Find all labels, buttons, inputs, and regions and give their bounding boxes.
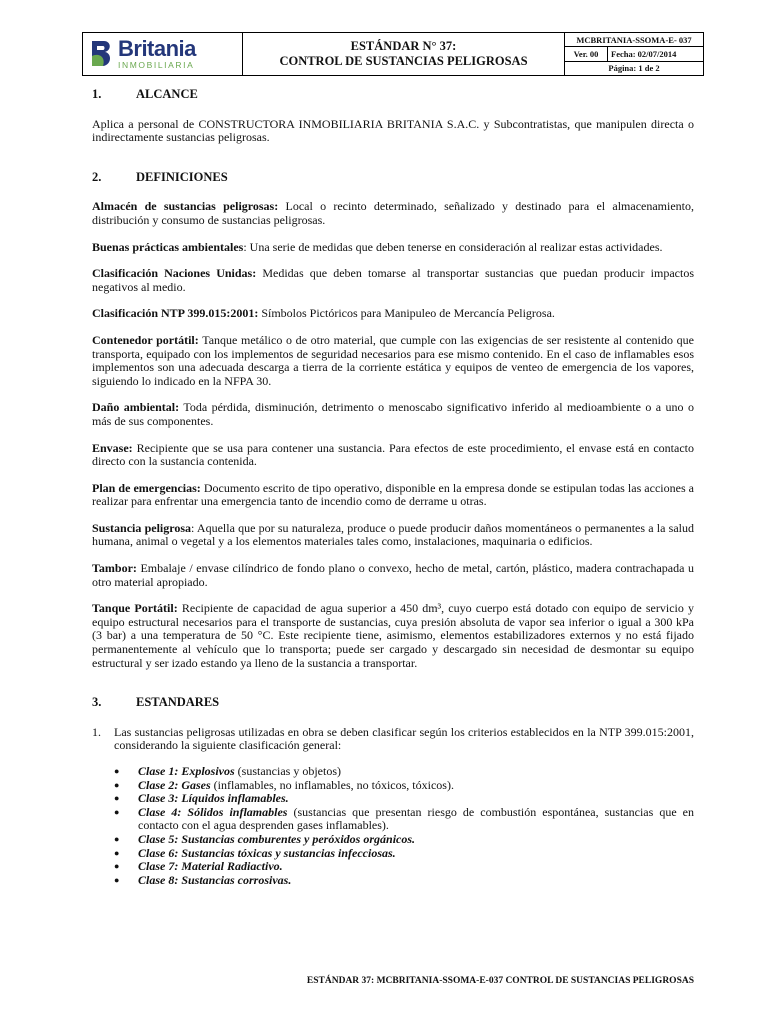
document-header (82, 32, 704, 76)
definition-term: Clasificación NTP 399.015:2001: (92, 306, 259, 321)
document-date: Fecha: 02/07/2014 (611, 48, 677, 59)
section-title: ALCANCE (136, 87, 198, 101)
logo-subtitle: INMOBILIARIA (118, 60, 195, 71)
definition-item (92, 602, 694, 670)
definition-text: : Aquella que por su naturaleza, produce o puede producir daños momentáneos o permanentes a la salud humana, animal o vegetal y a los elementos materiales tales como, instalaciones, maquinaria o edificios. (92, 520, 695, 549)
list-item (114, 860, 694, 874)
definition-term: Tambor: (92, 561, 137, 576)
definition-term: Clasificación Naciones Unidas: (92, 266, 257, 281)
bullet-icon: ● (114, 861, 120, 872)
definition-item (92, 307, 694, 321)
alcance-text: Aplica a personal de CONSTRUCTORA INMOBILIARIA BRITANIA S.A.C. y Subcontratistas, que manipulen directa o indirectamente sustancias peligrosas. (92, 116, 694, 145)
class-description: (sustancias que presentan riesgo de combustión espontánea, sustancias que en contacto con el agua desprenden gases inflamables). (138, 804, 695, 833)
section-heading-definiciones (92, 171, 694, 185)
standard-item-number: 1. (92, 724, 101, 739)
definition-term: Plan de emergencias: (92, 480, 201, 495)
definition-term: Tanque Portátil: (92, 601, 178, 616)
definition-item (92, 482, 694, 509)
bullet-icon: ● (114, 793, 120, 804)
class-name: Clase 1: Explosivos (138, 764, 235, 778)
definition-item (92, 522, 694, 549)
document-body (92, 88, 694, 887)
bullet-icon: ● (114, 806, 120, 817)
bullet-icon: ● (114, 874, 120, 885)
section-heading-estandares (92, 696, 694, 710)
definition-term: Contenedor portátil: (92, 332, 199, 347)
standard-item-text: Las sustancias peligrosas utilizadas en obra se deben clasificar según los criterios establecidos en la NTP 399.015:2001, considerando la siguiente clasificación general: (114, 724, 694, 753)
definition-term: Sustancia peligrosa (92, 520, 192, 535)
bullet-icon: ● (114, 766, 120, 776)
class-name: Clase 7: Material Radiactivo. (138, 859, 283, 874)
document-code: MCBRITANIA-SSOMA-E- 037 (565, 33, 703, 47)
class-name: Clase 2: Gases (138, 777, 211, 792)
list-item (114, 779, 694, 793)
list-item (114, 874, 694, 888)
class-name: Clase 6: Sustancias tóxicas y sustancias infecciosas. (138, 845, 396, 860)
definition-term: Envase: (92, 440, 133, 455)
definition-item (92, 267, 694, 294)
definition-item (92, 200, 694, 227)
definition-item (92, 442, 694, 469)
definition-text: Símbolos Pictóricos para Manipuleo de Mercancía Peligrosa. (258, 306, 555, 321)
definition-text: Tanque metálico o de otro material, que cumple con las exigencias de ser resistente al contenido que transporta, equipado con los implementos de seguridad necesarios para ese mismo contenido. En el caso de inflamables esos implementos son una adecuada descarga a tierra de la corriente estática y equipos de venteo de emergencia de los vapores, siguiendo lo indicado en la NFPA 30. (92, 332, 694, 388)
definition-item (92, 562, 694, 589)
definition-text: Local o recinto determinado, señalizado y destinado para el almacenamiento, distribución y consumo de sustancias peligrosas. (92, 199, 694, 227)
definition-term: Daño ambiental: (92, 400, 180, 415)
britania-logo-mark-icon (89, 39, 115, 69)
definition-text: Documento escrito de tipo operativo, disponible en la empresa donde se estipulan todas las acciones a realizar para enfrentar una emergencia tanto de incendio como de derrame u otras. (92, 480, 695, 509)
list-item (114, 792, 694, 806)
logo-cell (83, 33, 243, 75)
bullet-icon: ● (114, 847, 120, 858)
page-number: Página: 1 de 2 (608, 63, 660, 74)
section-number: 3. (92, 695, 102, 710)
definition-text: Medidas que deben tomarse al transportar sustancias que puedan producir impactos negativos al medio. (92, 266, 694, 294)
definition-item (92, 241, 694, 255)
page-footer: ESTÁNDAR 37: MCBRITANIA-SSOMA-E-037 CONTROL DE SUSTANCIAS PELIGROSAS (306, 976, 694, 986)
definition-text: Embalaje / envase cilíndrico de fondo plano o convexo, hecho de metal, cartón, plástico, madera contrachapada u otro material apropiado. (92, 561, 694, 589)
document-title (243, 33, 565, 75)
class-name: Clase 8: Sustancias corrosivas. (138, 872, 292, 887)
definition-item (92, 401, 694, 428)
class-description: (inflamables, no inflamables, no tóxicos, tóxicos). (210, 777, 454, 792)
definition-text: Toda pérdida, disminución, detrimento o menoscabo significativo inferido al medioambiente o a uno o más de sus componentes. (92, 400, 694, 428)
definition-text: Recipiente de capacidad de agua superior a 450 dm³, cuyo cuerpo está dotado con equipo de servicio y equipo estructural necesarios para el transporte de sustancias, cuya presión absoluta de vapor sea inferior o igual a 300 kPa (3 bar) a una temperatura de 50 °C. Este recipiente tiene, asimismo, elementos estabilizadores externos y no está fijado permanentemente al vehículo que lo transporta; puede ser cargado y descargado sin necesidad de desmontar su equipo estructural y ser izado estando ya lleno de la sustancia a transportar. (92, 601, 695, 670)
version-date-row (565, 47, 703, 61)
standard-item (92, 726, 694, 753)
definition-item (92, 334, 694, 388)
class-name: Clase 3: Líquidos inflamables. (138, 791, 289, 806)
section-title: ESTANDARES (136, 695, 220, 710)
bullet-icon: ● (114, 779, 120, 790)
definition-term: Almacén de sustancias peligrosas: (92, 199, 279, 214)
title-line-2: CONTROL DE SUSTANCIAS PELIGROSAS (279, 54, 528, 68)
section-number: 1. (92, 87, 102, 101)
definition-text: Recipiente que se usa para contener una sustancia. Para efectos de este procedimiento, el envase está en contacto directo con la sustancia contenida. (92, 440, 694, 469)
class-name: Clase 4: Sólidos inflamables (138, 804, 288, 819)
logo-name: Britania (118, 36, 196, 62)
title-line-1: ESTÁNDAR N° 37: (350, 39, 457, 53)
definition-text: : Una serie de medidas que deben tenerse en consideración al realizar estas actividades. (243, 239, 663, 254)
britania-logo (89, 38, 196, 70)
list-item (114, 833, 694, 847)
hazard-class-list (92, 765, 694, 887)
list-item (114, 847, 694, 861)
class-description: (sustancias y objetos) (234, 764, 341, 778)
section-number: 2. (92, 169, 102, 184)
definition-term: Buenas prácticas ambientales (92, 239, 244, 254)
class-name: Clase 5: Sustancias comburentes y peróxidos orgánicos. (138, 831, 416, 846)
list-item (114, 765, 694, 779)
document-version: Ver. 00 (565, 47, 608, 60)
document-meta (565, 33, 703, 75)
section-heading-alcance (92, 88, 694, 102)
section-title: DEFINICIONES (136, 169, 228, 184)
list-item (114, 806, 694, 833)
bullet-icon: ● (114, 833, 120, 844)
